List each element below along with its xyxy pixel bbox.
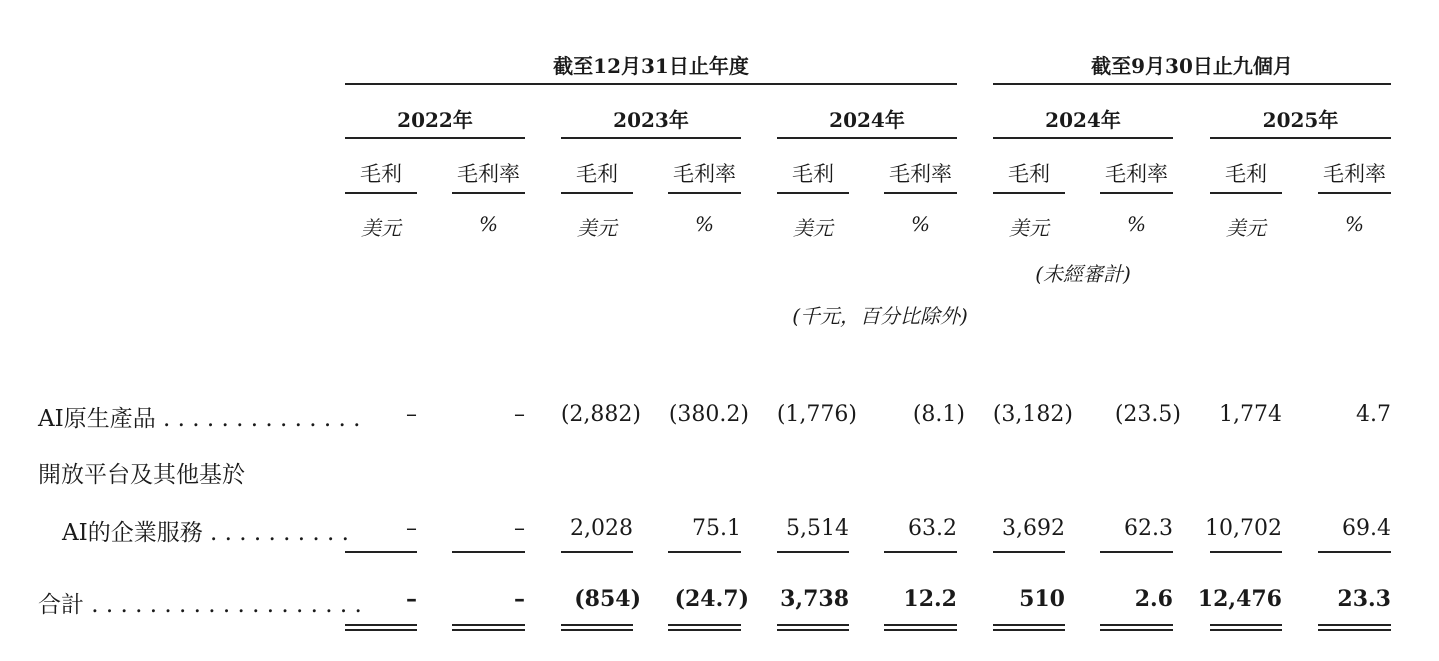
subtotal-rule — [1100, 551, 1173, 553]
row3-9m2025-gp: 12,476 — [1197, 586, 1282, 612]
year-underline — [993, 137, 1173, 139]
row1-9m2024-gm: (23.5) — [1114, 402, 1181, 427]
row3-2023-gm: (24.7) — [674, 586, 749, 612]
unit-usd: 美元 — [1009, 216, 1049, 240]
col-underline — [777, 192, 849, 194]
unit-usd: 美元 — [361, 216, 401, 240]
col-gross-profit: 毛利 — [1008, 162, 1050, 186]
total-double-rule — [1100, 624, 1173, 631]
year-2025: 2025年 — [1262, 108, 1339, 132]
row-label-open-platform-line1: 開放平台及其他基於 — [38, 462, 245, 488]
unaudited-note: (未經審計) — [1035, 262, 1131, 286]
unit-pct: % — [1344, 212, 1364, 236]
row1-9m2024-gp: (3,182) — [992, 402, 1073, 427]
subtotal-rule — [1210, 551, 1282, 553]
row2-2022-gp: – — [406, 516, 417, 541]
row2-9m2025-gp: 10,702 — [1205, 516, 1282, 541]
unit-usd: 美元 — [1226, 216, 1266, 240]
total-double-rule — [452, 624, 525, 631]
row1-2023-gp: (2,882) — [560, 402, 641, 427]
group-underline-year-end — [345, 83, 957, 85]
year-underline — [777, 137, 957, 139]
unit-pct: % — [694, 212, 714, 236]
col-underline — [1100, 192, 1173, 194]
subtotal-rule — [777, 551, 849, 553]
row3-2022-gm: – — [514, 586, 525, 612]
subtotal-rule — [345, 551, 417, 553]
row1-2022-gm: – — [514, 402, 525, 427]
col-gross-margin: 毛利率 — [1105, 162, 1168, 186]
year-2022: 2022年 — [397, 108, 473, 132]
col-underline — [561, 192, 633, 194]
total-double-rule — [993, 624, 1065, 631]
group-underline-nine-months — [993, 83, 1391, 85]
unit-pct: % — [1126, 212, 1146, 236]
row3-2023-gp: (854) — [574, 586, 641, 612]
col-underline — [345, 192, 417, 194]
row-label-ai-native-products: AI原生產品 . . . . . . . . . . . . . . — [38, 406, 361, 432]
row2-2023-gp: 2,028 — [570, 516, 633, 541]
total-double-rule — [561, 624, 633, 631]
row1-9m2025-gp: 1,774 — [1219, 402, 1282, 427]
year-2024-nine-months: 2024年 — [1045, 108, 1121, 132]
subtotal-rule — [993, 551, 1065, 553]
row2-2024-gp: 5,514 — [786, 516, 849, 541]
row2-2022-gm: – — [514, 516, 525, 541]
row1-2022-gp: – — [406, 402, 417, 427]
col-gross-margin: 毛利率 — [457, 162, 520, 186]
year-underline — [1210, 137, 1391, 139]
col-gross-margin: 毛利率 — [1323, 162, 1386, 186]
subtotal-rule — [561, 551, 633, 553]
col-gross-profit: 毛利 — [360, 162, 402, 186]
unit-usd: 美元 — [577, 216, 617, 240]
row1-9m2025-gm: 4.7 — [1356, 402, 1391, 427]
year-underline — [345, 137, 525, 139]
unit-usd: 美元 — [793, 216, 833, 240]
row2-9m2025-gm: 69.4 — [1342, 516, 1391, 541]
row3-9m2025-gm: 23.3 — [1337, 586, 1391, 612]
row2-9m2024-gm: 62.3 — [1124, 516, 1173, 541]
col-underline — [884, 192, 957, 194]
total-double-rule — [777, 624, 849, 631]
col-underline — [1210, 192, 1282, 194]
subtotal-rule — [884, 551, 957, 553]
row1-2023-gm: (380.2) — [668, 402, 749, 427]
row2-9m2024-gp: 3,692 — [1002, 516, 1065, 541]
col-gross-margin: 毛利率 — [889, 162, 952, 186]
col-gross-profit: 毛利 — [1225, 162, 1267, 186]
year-underline — [561, 137, 741, 139]
row1-2024-gp: (1,776) — [776, 402, 857, 427]
total-double-rule — [668, 624, 741, 631]
group-title-nine-months: 截至9月30日止九個月 — [1091, 54, 1293, 78]
row3-2024-gm: 12.2 — [903, 586, 957, 612]
col-underline — [1318, 192, 1391, 194]
group-title-year-end: 截至12月31日止年度 — [553, 54, 749, 78]
row3-9m2024-gp: 510 — [1019, 586, 1065, 612]
col-gross-profit: 毛利 — [576, 162, 618, 186]
unit-pct: % — [478, 212, 498, 236]
row3-2024-gp: 3,738 — [780, 586, 849, 612]
total-double-rule — [884, 624, 957, 631]
col-underline — [993, 192, 1065, 194]
row-label-open-platform-line2: AI的企業服務 . . . . . . . . . . — [62, 520, 349, 546]
row2-2024-gm: 63.2 — [908, 516, 957, 541]
unit-pct: % — [910, 212, 930, 236]
subtotal-rule — [668, 551, 741, 553]
total-double-rule — [345, 624, 417, 631]
subtotal-rule — [1318, 551, 1391, 553]
col-underline — [668, 192, 741, 194]
row3-9m2024-gm: 2.6 — [1134, 586, 1173, 612]
col-underline — [452, 192, 525, 194]
year-2023: 2023年 — [613, 108, 689, 132]
row2-2023-gm: 75.1 — [692, 516, 741, 541]
subtotal-rule — [452, 551, 525, 553]
col-gross-profit: 毛利 — [792, 162, 834, 186]
row-label-total: 合計 . . . . . . . . . . . . . . . . . . . — [38, 592, 362, 618]
total-double-rule — [1318, 624, 1391, 631]
total-double-rule — [1210, 624, 1282, 631]
col-gross-margin: 毛利率 — [673, 162, 736, 186]
thousands-note: (千元，百分比除外) — [792, 304, 968, 328]
year-2024-annual: 2024年 — [829, 108, 905, 132]
row1-2024-gm: (8.1) — [912, 402, 965, 427]
row3-2022-gp: – — [406, 586, 417, 612]
